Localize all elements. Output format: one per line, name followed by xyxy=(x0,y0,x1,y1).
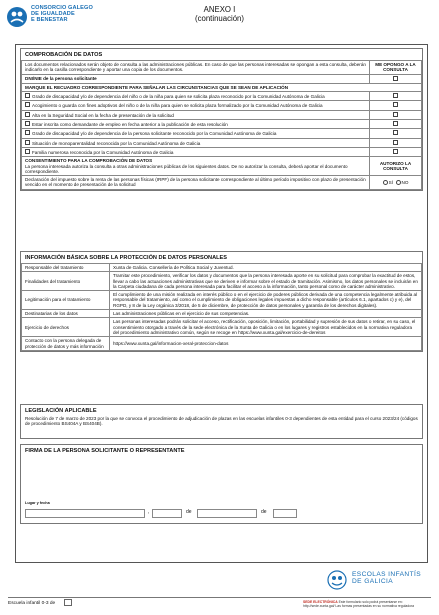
brand-line2: DE GALICIA xyxy=(352,578,394,586)
authorize-text: La persona interesada autoriza la consulta a otras administraciones públicas de los siguientes datos. De no autorizar la consulta, deberá aportar el documento correspondiente. xyxy=(25,163,348,174)
escolas-infantis-logo xyxy=(327,569,427,593)
privacy-row-value[interactable]: https://www.xunta.gal/informacion-xeral-proteccion-datos xyxy=(110,337,422,351)
annex-title: ANEXO I xyxy=(203,5,236,14)
circumstance-select-checkbox[interactable] xyxy=(25,121,30,126)
org-name-line3: E BENESTAR xyxy=(31,17,68,24)
de-separator-2: de xyxy=(261,509,267,515)
privacy-row xyxy=(22,272,422,291)
irpf-no-radio[interactable] xyxy=(396,180,401,185)
legislation-title: LEGISLACIÓN APLICABLE xyxy=(25,408,97,414)
circumstance-oppose-checkbox[interactable] xyxy=(393,149,398,154)
place-date-label: Lugar y fecha xyxy=(25,501,50,505)
privacy-row-label: Ejercicio de derechos xyxy=(22,318,110,337)
circumstance-select-checkbox[interactable] xyxy=(25,112,30,117)
privacy-table xyxy=(21,263,422,351)
privacy-row-label: Destinatarias de los datos xyxy=(22,310,110,318)
circumstance-row xyxy=(22,120,422,129)
circumstance-select-checkbox[interactable] xyxy=(25,149,30,154)
circumstance-label: Situación de monoparentalidad reconocida por la Comunidad Autónoma de Galicia xyxy=(32,140,201,146)
circumstance-select-checkbox[interactable] xyxy=(25,93,30,98)
year-input[interactable] xyxy=(273,509,297,518)
circumstance-label: Familia numerosa reconocida por la Comunidad Autónoma de Galicia xyxy=(32,149,174,155)
privacy-row-value: Tramitar este procedimiento, verificar los datos y documentos que la persona interesada aporte en su solicitud para comprobar la exactitud de estos, llevar a cabo las actuaciones administrativas que se deriven e informar sobre el estado de tramitación. Asimismo, los datos personales se incluirán en la Carpeta ciudadana de cada persona interesada para facilitar el acceso a la información, tanto personal como de carácter administrativo. xyxy=(110,272,422,291)
circumstance-oppose-checkbox[interactable] xyxy=(393,112,398,117)
irpf-no-label: NO xyxy=(401,179,409,185)
data-check-table xyxy=(21,60,422,190)
privacy-row xyxy=(22,291,422,310)
circumstance-oppose-checkbox[interactable] xyxy=(393,140,398,145)
privacy-row-value: Las personas interesadas podrán solicitar el acceso, rectificación, oposición, limitación, portabilidad y supresión de sus datos o retirar, en su caso, el consentimiento otorgado a través de la sede electrónica de la Xunta de Galicia o en los lugares y registros establecidos en la normativa reguladora del procedimiento administrativo común, según se recoge en https://www.xunta.gal/exercicio-de-dereitos xyxy=(110,318,422,337)
oppose-header: ME OPONGO A LA CONSULTA xyxy=(370,61,422,75)
irpf-yes-radio[interactable] xyxy=(383,180,388,185)
circumstance-oppose-checkbox[interactable] xyxy=(393,102,398,107)
circumstance-oppose-checkbox[interactable] xyxy=(393,130,398,135)
circumstance-label: Alta en la Seguridad Social en la fecha de presentación de la solicitud xyxy=(32,112,174,118)
privacy-row-value: Xunta de Galicia. Consellería de Política Social y Juventud. xyxy=(110,264,422,272)
irpf-yes-label: SÍ xyxy=(388,179,393,185)
authorize-header: AUTORIZO LA CONSULTA xyxy=(370,157,422,176)
legislation-section xyxy=(20,404,423,439)
dni-row-label: DNI/NIE de la persona solicitante xyxy=(22,74,370,83)
annex-subtitle: (continuación) xyxy=(195,14,244,23)
circumstance-row xyxy=(22,147,422,156)
sede-note xyxy=(303,600,433,608)
circumstance-select-checkbox[interactable] xyxy=(25,102,30,107)
privacy-row xyxy=(22,337,422,351)
brand-line1: ESCOLAS INFANTÍS xyxy=(352,571,422,578)
comma-separator: , xyxy=(148,509,150,515)
signature-section xyxy=(20,444,423,524)
circumstance-row xyxy=(22,138,422,147)
circumstance-row xyxy=(22,101,422,110)
privacy-row-label: Finalidades del tratamiento xyxy=(22,272,110,291)
sede-label: SEDE ELECTRÓNICA xyxy=(303,600,338,604)
day-input[interactable] xyxy=(152,509,182,518)
privacy-row-label: Contacto con la persona delegada de protección de datos y más información xyxy=(22,337,110,351)
org-name-line2: DE IGUALDADE xyxy=(31,11,75,18)
irpf-row-label: Declaración del impuesto sobre la renta de las personas físicas (IRPF) de la persona solicitante correspondiente al último período impositivo con plazo de presentación vencido en el momento de presentación de la solicitud xyxy=(22,176,370,190)
data-check-intro: Los documentos relacionados serán objeto de consulta a las administraciones públicas. En caso de que las personas interesadas se opongan a esta consulta, deberán indicarlo en la casilla correspondiente y aportar una copia de los documentos. xyxy=(22,61,370,75)
annex-heading xyxy=(0,5,439,23)
place-input[interactable] xyxy=(25,509,145,518)
circumstance-select-checkbox[interactable] xyxy=(25,130,30,135)
signature-title: FIRMA DE LA PERSONA SOLICITANTE O REPRESENTANTE xyxy=(25,448,185,454)
privacy-section xyxy=(20,251,423,352)
privacy-row xyxy=(22,310,422,318)
circumstances-header: MARQUE EL RECUADRO CORRESPONDIENTE PARA SEÑALAR LAS CIRCUNSTANCIAS QUE SE SEAN DE APLICACIÓN xyxy=(22,83,422,91)
circumstance-label: Estar inscrita como demandante de empleo en fecha anterior a la publicación de esta resolución xyxy=(32,122,228,128)
dni-oppose-checkbox[interactable] xyxy=(393,76,398,81)
privacy-row-label: Responsable del tratamiento xyxy=(22,264,110,272)
circumstance-row xyxy=(22,110,422,119)
school-label: Escuela infantil 0-3 de xyxy=(8,601,56,606)
privacy-row xyxy=(22,264,422,272)
circumstance-label: Acogimiento o guarda con fines adoptivos del niño o de la niña para quien se solicita plaza formalizado por la Comunidad Autónoma de Galicia xyxy=(32,103,323,109)
circumstance-label: Grado de discapacidad y/o de dependencia de la persona solicitante reconocido por la Comunidad Autónoma de Galicia xyxy=(32,131,277,137)
authorize-title: CONSENTIMIENTO PARA LA COMPROBACIÓN DE DATOS xyxy=(25,158,153,164)
data-check-section xyxy=(20,48,423,191)
circumstance-select-checkbox[interactable] xyxy=(25,140,30,145)
privacy-title: INFORMACIÓN BÁSICA SOBRE LA PROTECCIÓN DE DATOS PERSONALES xyxy=(25,255,228,261)
circumstance-oppose-checkbox[interactable] xyxy=(393,121,398,126)
circumstance-label: Grado de discapacidad y/o de dependencia del niño o de la niña para quien se solicita plaza reconocido por la Comunidad Autónoma de Galicia xyxy=(32,94,325,100)
de-separator-1: de xyxy=(186,509,192,515)
circumstance-row xyxy=(22,92,422,101)
circumstance-oppose-checkbox[interactable] xyxy=(393,93,398,98)
data-check-title: COMPROBACIÓN DE DATOS xyxy=(25,52,103,58)
privacy-row-value: Las administraciones públicas en el ejercicio de sus competencias. xyxy=(110,310,422,318)
org-name-line1: CONSORCIO GALEGO xyxy=(31,5,93,11)
legislation-text: Resolución de 7 de marzo de 2023 por la que se convoca el procedimiento de adjudicación de plazas en las escuelas infantiles 0-3 dependientes de esta entidad para el curso 2023/24 (códigos de procedimiento BS404A y BS404B). xyxy=(25,416,418,427)
privacy-row-label: Legitimación para el tratamiento xyxy=(22,291,110,310)
escolas-infantis-logo-icon xyxy=(327,570,347,590)
privacy-row-value: El cumplimiento de una misión realizada en interés público o en el ejercicio de poderes públicos derivada de una competencia legalmente atribuida al responsable del tratamiento, así como el cumplimiento de obligaciones legales impuestas a dicho responsable (artículos 6.1, apartados c) y e), del RGPD, y 8 de la Ley orgánica 3/2018, de 5 de diciembre, de protección de datos personales y garantía de los derechos digitales). xyxy=(110,291,422,310)
privacy-row xyxy=(22,318,422,337)
sede-text: Este formulario solo podrá presentarse en: http://sede.xunta.gal/ Las formas presentadas en su normativa reguladora xyxy=(303,600,415,608)
circumstance-row xyxy=(22,129,422,138)
school-code-input[interactable] xyxy=(64,599,72,606)
month-input[interactable] xyxy=(197,509,257,518)
footer-divider xyxy=(8,597,431,598)
